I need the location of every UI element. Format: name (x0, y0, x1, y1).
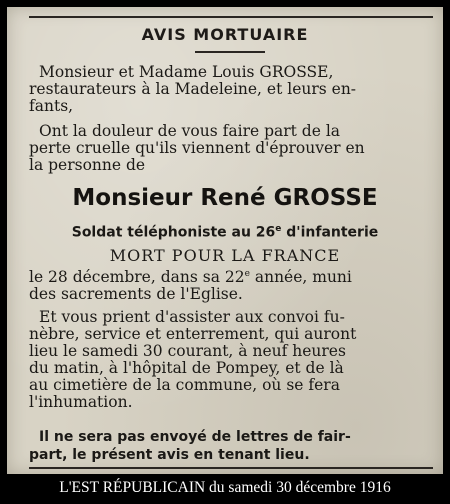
grief-line: Ont la douleur de vous faire part de la (39, 122, 341, 140)
newspaper-clipping (7, 7, 443, 474)
title-underline (195, 51, 265, 53)
closing-line: part, le présent avis en tenant lieu. (29, 447, 310, 463)
intro-line: Monsieur et Madame Louis GROSSE, (39, 63, 334, 81)
notice-title: AVIS MORTUAIRE (141, 25, 309, 44)
deceased-name: Monsieur René GROSSE (72, 185, 378, 211)
role-suffix: d'infanterie (281, 224, 379, 241)
death-suffix: année, muni (249, 268, 352, 286)
death-line (29, 269, 435, 286)
funeral-line: du matin, à l'hôpital de Pompey, et de là (29, 359, 344, 377)
grief-paragraph (29, 122, 435, 174)
mort-pour-la-france: MORT POUR LA FRANCE (109, 246, 341, 265)
death-line: des sacrements de l'Eglise. (29, 285, 243, 303)
funeral-line: l'inhumation. (29, 393, 133, 411)
funeral-line: Et vous prient d'assister aux convoi fu- (39, 308, 345, 326)
closing-notice (29, 428, 435, 464)
top-rule (29, 16, 433, 18)
age-ordinal: e (244, 268, 250, 279)
source-caption: L'EST RÉPUBLICAIN du samedi 30 décembre 1916 (59, 479, 391, 496)
role-prefix: Soldat téléphoniste au 26 (71, 224, 276, 241)
intro-paragraph (29, 63, 435, 115)
funeral-line: au cimetière de la commune, où se fera (29, 376, 340, 394)
funeral-line: lieu le samedi 30 courant, à neuf heures (29, 342, 346, 360)
funeral-paragraph (29, 309, 435, 411)
closing-line: Il ne sera pas envoyé de lettres de fair- (39, 429, 351, 445)
funeral-line: nèbre, service et enterrement, qui auront (29, 325, 357, 343)
military-role (7, 224, 443, 241)
grief-line: perte cruelle qu'ils viennent d'éprouver en (29, 139, 365, 157)
death-prefix: le 28 décembre, dans sa 22 (29, 268, 245, 286)
intro-line: fants, (29, 97, 74, 115)
grief-line: la personne de (29, 156, 146, 174)
bottom-rule (29, 467, 433, 469)
intro-line: restaurateurs à la Madeleine, et leurs en- (29, 80, 357, 98)
death-paragraph (29, 269, 435, 303)
role-ordinal: e (275, 224, 282, 234)
